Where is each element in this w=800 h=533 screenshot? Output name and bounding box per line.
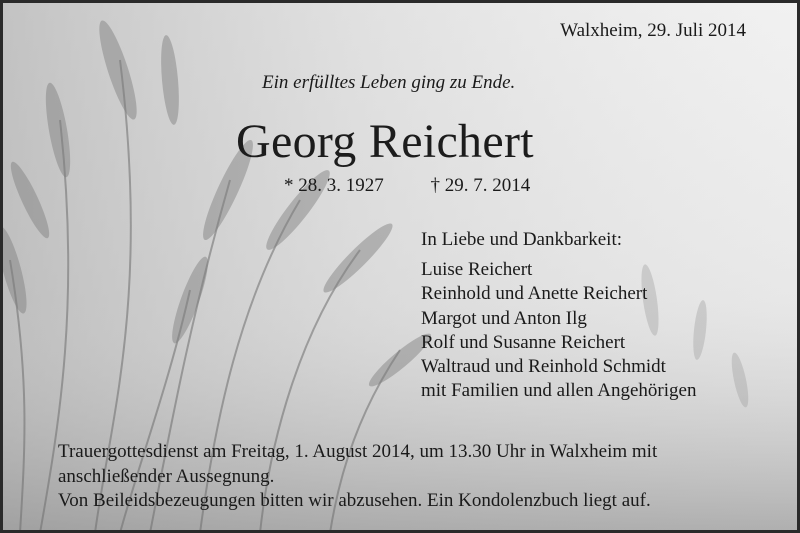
mourners-intro: In Liebe und Dankbarkeit: bbox=[421, 229, 623, 250]
funeral-info bbox=[58, 440, 657, 514]
birth-date: * 28. 3. 1927 bbox=[284, 175, 384, 196]
funeral-line: anschließender Aussegnung. bbox=[58, 465, 275, 487]
life-dates bbox=[284, 175, 530, 197]
mourner-name: Reinhold und Anette Reichert bbox=[421, 283, 648, 305]
place-date: Walxheim, 29. Juli 2014 bbox=[560, 20, 746, 41]
mourner-name: Waltraud und Reinhold Schmidt bbox=[421, 356, 666, 378]
death-date: † 29. 7. 2014 bbox=[430, 175, 531, 196]
mourner-name: Margot und Anton Ilg bbox=[421, 307, 587, 329]
deceased-name: Georg Reichert bbox=[236, 115, 534, 168]
funeral-line: Trauergottesdienst am Freitag, 1. August 2014, um 13.30 Uhr in Walxheim mit bbox=[58, 441, 658, 462]
funeral-line: Von Beileidsbezeugungen bitten wir abzusehen. Ein Kondolenzbuch liegt auf. bbox=[58, 490, 651, 511]
mourner-name: mit Familien und allen Angehörigen bbox=[421, 380, 697, 402]
mourner-name: Rolf und Susanne Reichert bbox=[421, 331, 626, 353]
mourner-name: Luise Reichert bbox=[421, 259, 533, 281]
motto: Ein erfülltes Leben ging zu Ende. bbox=[262, 72, 516, 93]
mourners-block bbox=[421, 228, 696, 403]
